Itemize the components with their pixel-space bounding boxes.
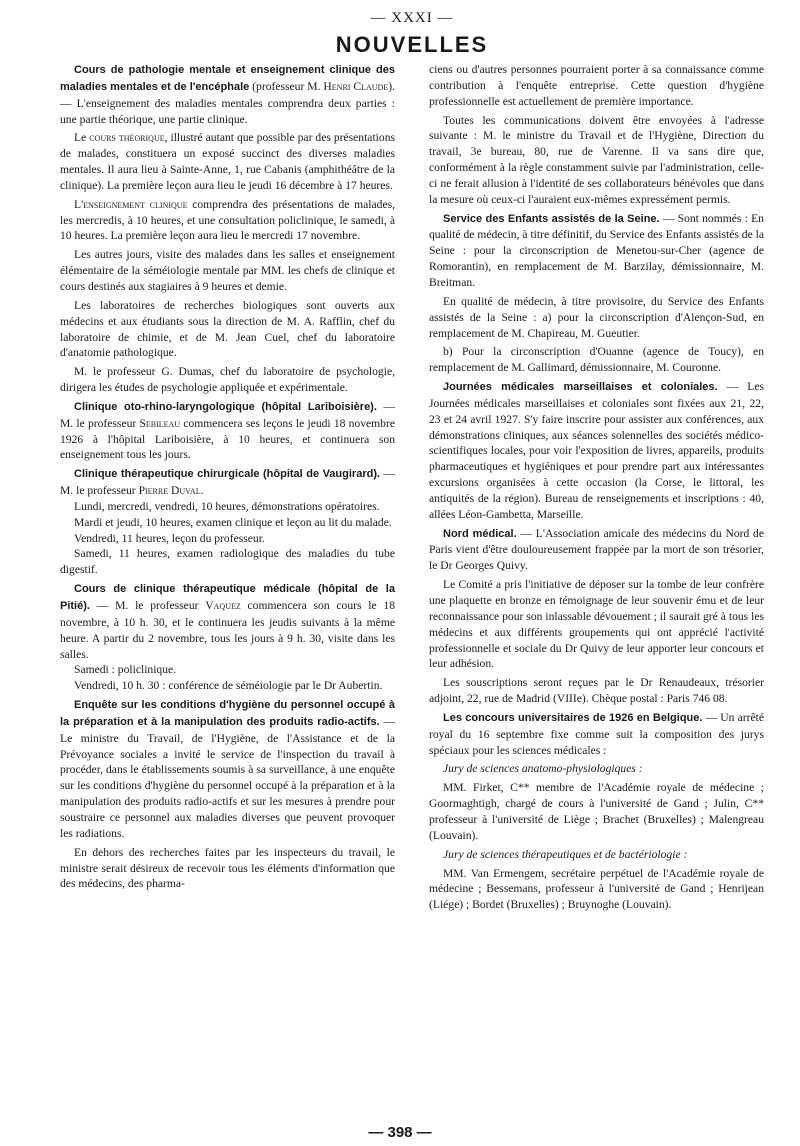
news-item-therapeutique-chirurgicale: Clinique thérapeutique chirurgicale (hôpital de Vaugirard). — M. le professeur Pierre Duval. <box>60 467 395 498</box>
news-item-concours-belgique: Les concours universitaires de 1926 en Belgique. — Un arrêté royal du 16 septembre fixe comme suit la composition des jurys spéciaux pour les sciences médicales : <box>429 710 764 757</box>
schedule-line: Samedi : policlinique. <box>74 663 177 677</box>
news-item-journees-marseillaises: Journées médicales marseillaises et coloniales. — Les Journées médicales marseillaises et coloniales sont fixées aux 21, 22, 23 et 24 avril 1927. S'y faire inscrire pour assister aux conférences, aux démonstrations cliniques, aux séances solennelles des sociétés médico-scientifiques locales, pour voir l'exposition de livres, appareils, produits pharmaceutiques et hygiéniques et pour prendre part aux intéressantes excursions organisées à cette occasion (la Corse, le littoral, les antiquités de la région). Bureau de renseignements et inscriptions : 40, allées Léon-Gambetta, Marseille. <box>429 380 765 521</box>
person-name: Sebileau <box>139 416 181 430</box>
news-item-oto-rhino: Clinique oto-rhino-laryngologique (hôpital Lariboisière). — M. le professeur Sebileau commencera ses leçons le jeudi 18 novembre 1926 à l'hôpital Lariboisière, à 10 heures, et continuera son enseignement tous les jours. <box>60 399 395 462</box>
news-item-therapeutique-medicale: Cours de clinique thérapeutique médicale (hôpital de la Pitié). — M. le professeur Vaquez commencera son cours le 18 novembre, à 10 h. 30, et le continuera les jeudis suivants à la même heure. A partir du 2 novembre, tous les jours à 9 h. 30, visite dans les salles. <box>60 583 395 661</box>
schedule-line: Samedi, 11 heures, examen radiologique des maladies du tube digestif. <box>60 547 395 577</box>
news-heading: Enquête sur les conditions d'hygiène du personnel occupé à la préparation et à la manipulation des produits radio-actifs. <box>60 699 395 728</box>
news-heading: Cours de pathologie mentale et enseignement clinique des maladies mentales et de l'encéphale <box>60 64 395 93</box>
section-title: NOUVELLES <box>335 32 489 57</box>
paragraph: Les autres jours, visite des malades dans les salles et enseignement élémentaire de la séméiologie mentale par MM. les chefs de clinique et cours destinés aux stagiaires à 9 heures et demie. <box>60 248 395 293</box>
paragraph: Les souscriptions seront reçues par le Dr Renaudeaux, trésorier adjoint, 22, rue de Madrid (VIIIe). Chèque postal : Paris 746 08. <box>429 676 764 706</box>
paragraph: Toutes les communications doivent être envoyées à l'adresse suivante : M. le ministre du Travail et de l'Hygiène, Direction du travail, 3e bureau, 80, rue de Varenne. Il va sans dire que, conformément à la règle constamment suivie par l'administration, celle-ci ne ferait allusion à l'identité de ses collaborateurs bénévoles que dans la mesure où ceux-ci l'auraient eux-mêmes expressément permis. <box>429 113 764 206</box>
paragraph: En qualité de médecin, à titre provisoire, du Service des Enfants assistés de la Seine : a) pour la circonscription d'Alençon-Sud, en remplacement de M. Chapireau, M. Gueutier. <box>429 294 764 340</box>
jury-heading: Jury de sciences anatomo-physiologiques : <box>443 762 643 776</box>
paragraph: L'enseignement clinique comprendra des présentations de malades, les mercredis, à 10 heures, et une consultation policlinique, le samedi, à 10 heures. La première leçon aura lieu le mercredi 17 novembre. <box>60 197 396 243</box>
news-item-pathologie-mentale: Cours de pathologie mentale et enseignement clinique des maladies mentales et de l'encéphale (professeur M. Henri Claude). — L'enseignement des maladies mentales comprendra deux parties : une partie théorique, une partie clinique. <box>60 64 395 126</box>
news-heading: Les concours universitaires de 1926 en Belgique. <box>443 711 703 724</box>
paragraph: Le cours théorique, illustré autant que possible par des présentations de malades, constituera un exposé succinct des diverses maladies mentales. Il aura lieu à Sainte-Anne, 1, rue Cabanis (amphithéâtre de la clinique). La première leçon aura lieu le jeudi 16 décembre à 17 heures. <box>60 131 395 192</box>
person-name: Pierre Duval <box>138 484 201 498</box>
right-column <box>429 62 764 916</box>
schedule-line: Mardi et jeudi, 10 heures, examen clinique et leçon au lit du malade. <box>74 515 392 529</box>
news-heading: Service des Enfants assistés de la Seine. <box>443 212 660 225</box>
paragraph: MM. Van Ermengem, secrétaire perpétuel de l'Académie royale de médecine ; Bessemans, professeur à l'université de Gand ; Henrijean (Liége) ; Bordet (Bruxelles) ; Bruynoghe (Louvain). <box>429 866 764 912</box>
schedule-line: Vendredi, 11 heures, leçon du professeur. <box>74 531 265 545</box>
news-heading: Clinique oto-rhino-laryngologique (hôpital Lariboisière). <box>74 400 377 413</box>
paragraph: Le Comité a pris l'initiative de déposer sur la tombe de leur confrère une plaquette en bronze en témoignage de leur souvenir ému et de leur reconnaissance pour son inlassable dévouement ; il saurait gré à tous les médecins et aux différents groupements qui ont apprécié l'activité professionnelle et sociale du Dr Quivy de leur apporter leur concours et leur adhésion. <box>429 578 764 671</box>
news-item-enfants-assistes: Service des Enfants assistés de la Seine. — Sont nommés : En qualité de médecin, à titre définitif, du Service des Enfants assistés de la Seine : pour la circonscription de Menetou-sur-Cher (agence de Romorantin), en remplacement de M. Barzilay, démissionnaire, M. Breitman. <box>429 211 764 289</box>
paragraph: Les laboratoires de recherches biologiques sont ouverts aux médecins et aux étudiants sous la direction de M. A. Rafflin, chef du laboratoire de chimie, et de M. Jean Cuel, chef du laboratoire d'anatomie pathologique. <box>60 298 395 360</box>
two-column-body <box>60 62 764 916</box>
person-name: Henri Claude <box>323 79 389 93</box>
paragraph-continued: ciens ou d'autres personnes pourraient porter à sa connaissance comme contribution à l'enquête entreprise. Cette question d'hygiène professionnelle est actuellement de première importance. <box>429 63 764 108</box>
roman-folio: — XXXI — <box>370 10 454 26</box>
person-name: Vaquez <box>205 599 241 612</box>
page-number: — 398 — <box>368 1124 432 1141</box>
paragraph: M. le professeur G. Dumas, chef du laboratoire de psychologie, dirigera les études de psychologie appliquée et expérimentale. <box>60 365 395 395</box>
news-heading: Journées médicales marseillaises et coloniales. <box>443 381 718 394</box>
paragraph: MM. Firket, C** membre de l'Académie royale de médecine ; Goormaghtigh, chargé de cours à l'université de Gand ; Julin, C** professeur à l'université de Liège ; Brachet (Bruxelles) ; Malengreau (Louvain). <box>429 781 764 842</box>
news-heading: Nord médical. <box>443 527 517 540</box>
schedule-line: Vendredi, 10 h. 30 : conférence de séméiologie par le Dr Aubertin. <box>74 679 383 693</box>
news-heading: Cours de clinique thérapeutique médicale (hôpital de la Pitié). <box>60 583 395 612</box>
news-item-enquete-hygiene: Enquête sur les conditions d'hygiène du personnel occupé à la préparation et à la manipulation des produits radio-actifs. — Le ministre du Travail, de l'Hygiène, de l'Assistance et de la Prévoyance sociales a invité le service de l'inspection du travail à procéder, dans le établissements soumis à sa surveillance, à une enquête sur les conditions d'hygiène du personnel occupé à la préparation et à la manipulation des produits radio-actifs et sur les mesures à prendre pour soustraire ce personnel aux maladies diverses que peuvent provoquer les radiations. <box>60 699 395 840</box>
paragraph: b) Pour la circonscription d'Ouanne (agence de Toucy), en remplacement de M. Gallimard, démissionnaire, M. Couronne. <box>429 345 764 375</box>
jury-heading: Jury de sciences thérapeutiques et de bactériologie : <box>443 847 688 861</box>
news-item-nord-medical: Nord médical. — L'Association amicale des médecins du Nord de Paris vient d'être douloureusement frappée par la mort de son trésorier, le Dr Georges Quivy. <box>429 526 764 573</box>
news-heading: Clinique thérapeutique chirurgicale (hôpital de Vaugirard). <box>74 468 381 481</box>
paragraph: En dehors des recherches faites par les inspecteurs du travail, le ministre serait désireux de recevoir tous les éléments d'information que des médecins, des pharma- <box>60 845 395 891</box>
schedule-line: Lundi, mercredi, vendredi, 10 heures, démonstrations opératoires. <box>74 499 380 513</box>
left-column <box>60 62 395 916</box>
